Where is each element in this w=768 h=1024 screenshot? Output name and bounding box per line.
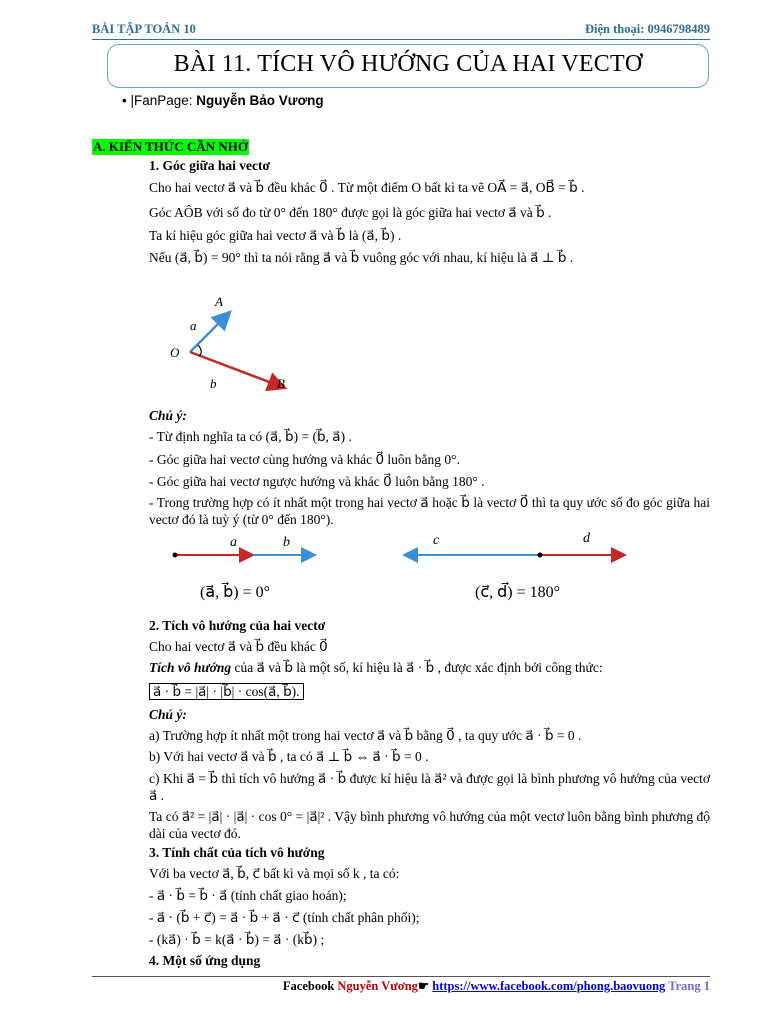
s1-line1: Cho hai vectơ a⃗ và b⃗ đều khác 0⃗ . Từ một điểm O bất kì ta vẽ OA⃗ = a⃗, OB⃗ = b⃗ .	[149, 180, 585, 195]
origin-dot-1	[173, 553, 178, 558]
s3-line3: - a⃗ · (b⃗ + c⃗) = a⃗ · b⃗ + a⃗ · c⃗ (tính chất phân phối);	[149, 910, 420, 925]
dot-product-formula: a⃗ · b⃗ = |a⃗| · |b⃗| · cos(a⃗, b⃗).	[149, 683, 304, 700]
vector-b-arrow	[190, 352, 285, 388]
point-B-label: B	[277, 376, 285, 391]
note1-line4: - Trong trường hợp có ít nhất một trong hai vectơ a⃗ hoặc b⃗ là vectơ 0⃗ thì ta quy ước số đo góc giữa hai vectơ đó là tuỳ ý (từ 0° đến 180°).	[149, 495, 710, 527]
header-left: BÀI TẬP TOÁN 10	[92, 22, 196, 36]
note1-line1: - Từ định nghĩa ta có (a⃗, b⃗) = (b⃗, a⃗) .	[149, 429, 352, 444]
footer-name: Nguyễn Vương	[337, 979, 418, 993]
footer	[283, 978, 710, 994]
page-number: Trang 1	[665, 979, 710, 993]
vector-b-label: b⃗	[210, 376, 227, 391]
note2-c: c) Khi a⃗ = b⃗ thì tích vô hướng a⃗ · b⃗ được kí hiệu là a⃗² và được gọi là bình phương vô hướng của vectơ a⃗ .	[149, 771, 710, 803]
s2-line1: Cho hai vectơ a⃗ và b⃗ đều khác 0⃗	[149, 639, 328, 654]
s3-line1: Với ba vectơ a⃗, b⃗, c⃗ bất kì và mọi số k , ta có:	[149, 866, 400, 881]
vector-b-label-2: b⃗	[283, 535, 301, 550]
s4-heading: 4. Một số ứng dụng	[149, 953, 261, 968]
s1-line4: Nếu (a⃗, b⃗) = 90° thì ta nói rằng a⃗ và b⃗ vuông góc với nhau, kí hiệu là a⃗ ⊥ b⃗ .	[149, 250, 574, 265]
s2-heading: 2. Tích vô hướng của hai vectơ	[149, 618, 326, 633]
caption-same-dir: (a⃗, b⃗) = 0°	[200, 584, 271, 601]
fanpage-name[interactable]: Nguyễn Bảo Vương	[196, 93, 324, 108]
s2-term: Tích vô hướng	[149, 660, 232, 675]
point-A-label: A	[215, 294, 223, 309]
s2-line2	[149, 660, 603, 676]
s3-heading: 3. Tính chất của tích vô hướng	[149, 845, 325, 860]
header-right: Điện thoại: 0946798489	[585, 22, 710, 36]
caption-opposite-dir: (c⃗, d⃗) = 180°	[475, 584, 561, 601]
s1-line2: Góc AÔB với số đo từ 0° đến 180° được gọi là góc giữa hai vectơ a⃗ và b⃗ .	[149, 205, 552, 220]
note2-label: Chú ý:	[149, 707, 187, 722]
note1-line3: - Góc giữa hai vectơ ngược hướng và khác 0⃗ luôn bằng 180° .	[149, 474, 485, 489]
pointing-hand-icon: ☛	[417, 979, 433, 993]
vector-a-label: a⃗	[190, 318, 207, 333]
footer-link[interactable]: https://www.facebook.com/phong.baovuong	[432, 979, 666, 993]
footer-prefix: Facebook	[282, 979, 338, 993]
fanpage-prefix: • |FanPage:	[122, 93, 197, 108]
s1-line3: Ta kí hiệu góc giữa hai vectơ a⃗ và b⃗ là (a⃗, b⃗) .	[149, 228, 402, 243]
footer-divider	[92, 976, 710, 977]
header-divider	[92, 39, 710, 40]
point-O-label: O	[170, 345, 180, 360]
note1-label: Chú ý:	[149, 408, 187, 423]
section-a-heading: A. KIẾN THỨC CẦN NHỚ	[93, 139, 248, 154]
s3-line4: - (ka⃗) · b⃗ = k(a⃗ · b⃗) = a⃗ · (kb⃗) ;	[149, 932, 325, 947]
s1-heading: 1. Góc giữa hai vectơ	[149, 158, 270, 173]
page-title: BÀI 11. TÍCH VÔ HƯỚNG CỦA HAI VECTƠ	[173, 51, 643, 77]
origin-dot-2	[538, 553, 543, 558]
fanpage-line	[122, 93, 324, 108]
vector-a-label-2: a⃗	[230, 535, 248, 550]
s2-formula-line	[149, 684, 304, 700]
s3-line2: - a⃗ · b⃗ = b⃗ · a⃗ (tính chất giao hoán);	[149, 888, 347, 903]
title-box	[107, 44, 709, 88]
vector-d-label: d⃗	[583, 531, 601, 546]
direction-figure	[160, 528, 640, 608]
note2-b: b) Với hai vectơ a⃗ và b⃗ , ta có a⃗ ⊥ b⃗ ⇔ a⃗ · b⃗ = 0 .	[149, 749, 429, 764]
note2-a: a) Trường hợp ít nhất một trong hai vectơ a⃗ và b⃗ bằng 0⃗ , ta quy ước a⃗ · b⃗ = 0 .	[149, 728, 582, 743]
note2-d: Ta có a⃗² = |a⃗| · |a⃗| · cos 0° = |a⃗|² . Vậy bình phương vô hướng của một vectơ luôn bằng bình phương độ dài của vectơ đó.	[149, 809, 710, 841]
s2-line2-rest: của a⃗ và b⃗ là một số, kí hiệu là a⃗ · b⃗ , được xác định bởi công thức:	[231, 660, 603, 675]
note1-line2: - Góc giữa hai vectơ cùng hướng và khác 0⃗ luôn bằng 0°.	[149, 452, 460, 467]
angle-figure	[160, 290, 310, 400]
vector-c-label: c⃗	[433, 533, 451, 548]
